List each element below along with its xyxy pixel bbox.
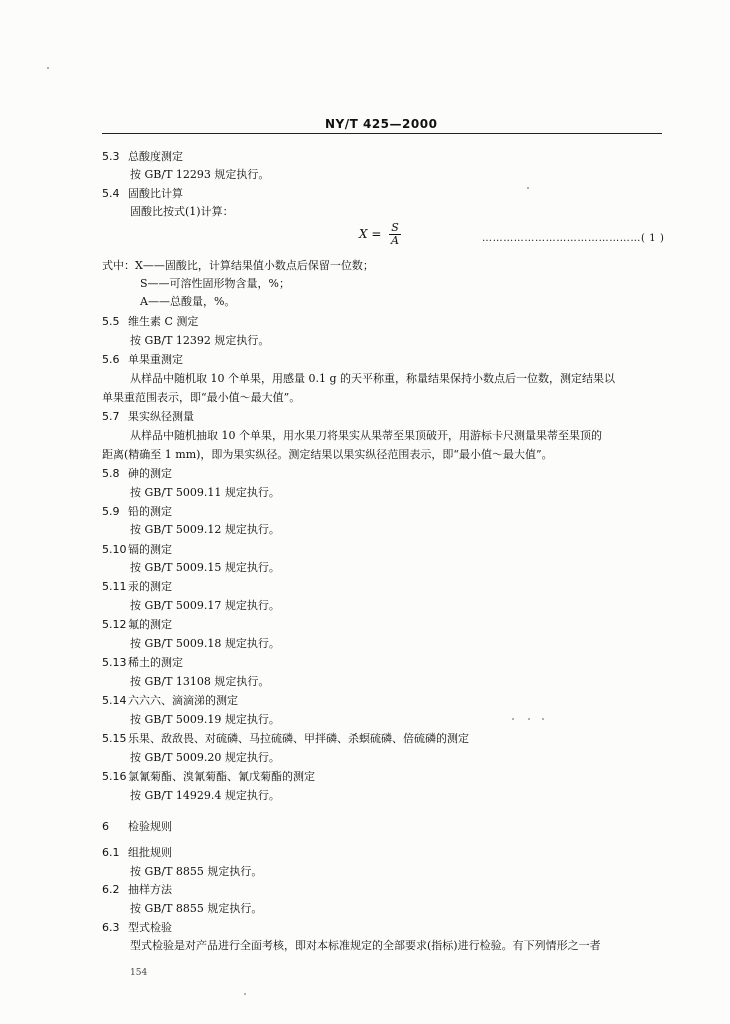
section-number: 5.14 [102,694,127,707]
section-5-16-heading [102,770,315,784]
section-number: 5.6 [102,353,120,366]
section-number: 5.12 [102,618,127,631]
section-title: 维生素 C 测定 [128,315,199,328]
section-number: 5.7 [102,410,120,423]
section-5-7-body-1: 从样品中随机抽取 10 个单果，用水果刀将果实从果蒂至果顶破开，用游标卡尺测量果蒂至果顶的 [130,429,602,442]
section-title: 抽样方法 [128,883,172,896]
equation-number: ………………………………………( 1 ) [482,233,665,244]
section-5-15-body: 按 GB/T 5009.20 规定执行。 [130,751,280,764]
section-6-2-heading [102,883,172,897]
section-number: 5.15 [102,732,127,745]
section-title: 氯氰菊酯、溴氰菊酯、氰戊菊酯的测定 [128,770,315,783]
section-5-6-heading [102,353,183,367]
section-5-11-body: 按 GB/T 5009.17 规定执行。 [130,599,280,612]
section-5-14-body: 按 GB/T 5009.19 规定执行。 [130,713,280,726]
formula-fraction [389,222,401,247]
page-header: NY/T 425—2000 [325,117,438,131]
section-title: 镉的测定 [128,543,172,556]
section-5-5-body: 按 GB/T 12392 规定执行。 [130,334,270,347]
section-6-1-body: 按 GB/T 8855 规定执行。 [130,865,263,878]
section-title: 组批规则 [128,846,172,859]
section-number: 5.13 [102,656,127,669]
section-number: 6.1 [102,846,120,859]
section-title: 总酸度测定 [128,150,183,163]
section-5-9-body: 按 GB/T 5009.12 规定执行。 [130,523,280,536]
section-title: 检验规则 [128,820,172,833]
formula [359,222,401,247]
section-title: 六六六、滴滴涕的测定 [128,694,238,707]
section-5-12-body: 按 GB/T 5009.18 规定执行。 [130,637,280,650]
section-5-8-body: 按 GB/T 5009.11 规定执行。 [130,486,280,499]
page-number: 154 [130,968,148,978]
section-number: 5.4 [102,187,120,200]
section-number: 6.3 [102,921,120,934]
section-5-4-heading [102,187,183,201]
section-5-9-heading [102,505,172,519]
section-title: 汞的测定 [128,580,172,593]
section-number: 5.9 [102,505,120,518]
section-title: 稀土的测定 [128,656,183,669]
section-6-1-heading [102,846,172,860]
section-5-6-body-2: 单果重范围表示，即“最小值～最大值”。 [102,391,301,404]
section-5-11-heading [102,580,172,594]
section-5-4-body: 固酸比按式(1)计算： [130,205,234,218]
section-6-2-body: 按 GB/T 8855 规定执行。 [130,902,263,915]
scan-speck [528,718,530,720]
section-number: 5.8 [102,467,120,480]
section-5-13-heading [102,656,183,670]
section-5-10-heading [102,543,172,557]
section-5-3-heading [102,150,183,164]
scan-speck [527,187,529,189]
section-5-15-heading [102,732,469,746]
where-line-3: A——总酸量，%。 [140,295,236,308]
where-line-1: 式中：X——固酸比，计算结果值小数点后保留一位数； [102,259,374,272]
section-number: 5.5 [102,315,120,328]
scan-speck [542,718,544,720]
section-number: 6.2 [102,883,120,896]
section-title: 铅的测定 [128,505,172,518]
header-rule [102,133,662,134]
section-title: 单果重测定 [128,353,183,366]
where-line-2: S——可溶性固形物含量，%； [140,277,290,290]
section-title: 乐果、敌敌畏、对硫磷、马拉硫磷、甲拌磷、杀螟硫磷、倍硫磷的测定 [128,732,469,745]
formula-lhs: X = [359,227,382,241]
section-title: 型式检验 [128,921,172,934]
section-number: 5.10 [102,543,127,556]
section-number: 5.16 [102,770,127,783]
section-5-16-body: 按 GB/T 14929.4 规定执行。 [130,789,280,802]
section-5-7-body-2: 距离(精确至 1 mm)，即为果实纵径。测定结果以果实纵径范围表示，即“最小值～最大值”。 [102,448,553,461]
section-title: 氟的测定 [128,618,172,631]
section-5-13-body: 按 GB/T 13108 规定执行。 [130,675,270,688]
scan-speck [47,67,49,69]
section-title: 果实纵径测量 [128,410,194,423]
scan-speck [244,993,246,995]
section-title: 固酸比计算 [128,187,183,200]
section-5-5-heading [102,315,198,329]
scan-speck [512,718,514,720]
section-number: 6 [102,820,109,833]
section-5-3-body: 按 GB/T 12293 规定执行。 [130,168,270,181]
section-5-14-heading [102,694,238,708]
section-number: 5.11 [102,580,127,593]
section-5-7-heading [102,410,194,424]
section-5-12-heading [102,618,172,632]
section-5-8-heading [102,467,172,481]
formula-denominator: A [391,234,399,247]
formula-numerator: S [391,221,399,234]
section-5-6-body-1: 从样品中随机取 10 个单果，用感量 0.1 g 的天平称重，称量结果保持小数点后一位数，测定结果以 [130,372,616,385]
section-5-10-body: 按 GB/T 5009.15 规定执行。 [130,561,280,574]
section-number: 5.3 [102,150,120,163]
section-title: 砷的测定 [128,467,172,480]
section-6-3-body: 型式检验是对产品进行全面考核，即对本标准规定的全部要求(指标)进行检验。有下列情形之一者 [130,939,601,952]
section-6-heading [102,820,172,834]
section-6-3-heading [102,921,172,935]
